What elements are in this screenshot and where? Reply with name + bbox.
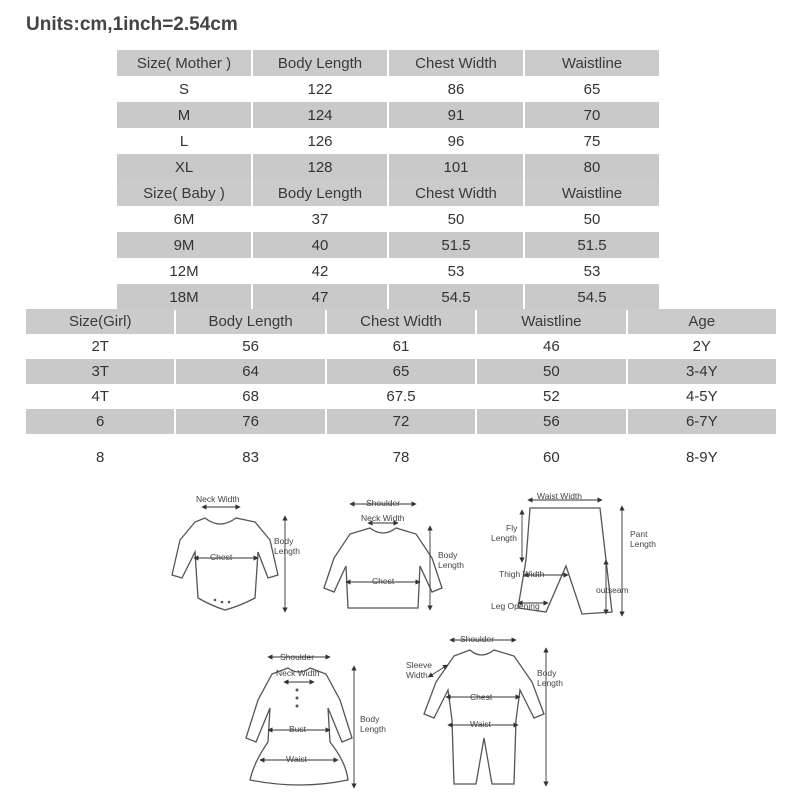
romper-chest-label: Chest: [210, 552, 233, 562]
table-cell: 75: [525, 128, 659, 154]
pants-outseam-label: outseam: [596, 585, 629, 595]
girl-header-age: Age: [628, 309, 776, 334]
table-cell: 67.5: [327, 384, 475, 409]
jumpsuit-shoulder-label: Shoulder: [460, 634, 495, 644]
table-cell: 53: [389, 258, 523, 284]
table-cell: 65: [327, 359, 475, 384]
table-cell: 42: [253, 258, 387, 284]
table-row: [117, 284, 659, 310]
table-cell: 2T: [26, 334, 174, 359]
pants-pant-length-label: Length: [630, 539, 656, 549]
girl-header-size: Size(Girl): [26, 309, 174, 334]
baby-header-waistline: Waistline: [525, 180, 659, 206]
table-cell: 8-9Y: [628, 434, 776, 480]
table-cell: 56: [477, 409, 625, 434]
table-cell: 68: [176, 384, 324, 409]
table-cell: 6-7Y: [628, 409, 776, 434]
table-cell: 12M: [117, 258, 251, 284]
table-cell: 54.5: [525, 284, 659, 310]
jumpsuit-length-label: Length: [537, 678, 563, 688]
mother-header-waistline: Waistline: [525, 50, 659, 76]
girl-header-body-length: Body Length: [176, 309, 324, 334]
tshirt-diagram: [324, 498, 464, 608]
mother-baby-size-table: [115, 50, 661, 310]
jumpsuit-sleeve-label: Sleeve: [406, 660, 432, 670]
table-cell: 76: [176, 409, 324, 434]
table-cell: 50: [389, 206, 523, 232]
table-row: [117, 232, 659, 258]
romper-length-label: Length: [274, 546, 300, 556]
table-cell: 64: [176, 359, 324, 384]
girl-header-waistline: Waistline: [477, 309, 625, 334]
table-row: [26, 434, 776, 480]
mother-header-body-length: Body Length: [253, 50, 387, 76]
table-cell: 54.5: [389, 284, 523, 310]
table-cell: 91: [389, 102, 523, 128]
table-cell: 80: [525, 154, 659, 180]
girl-header-chest-width: Chest Width: [327, 309, 475, 334]
pants-pant-label: Pant: [630, 529, 648, 539]
pants-diagram: [491, 491, 656, 614]
mother-header-row: [117, 50, 659, 76]
table-cell: 53: [525, 258, 659, 284]
table-cell: 51.5: [525, 232, 659, 258]
table-cell: 46: [477, 334, 625, 359]
table-cell: 56: [176, 334, 324, 359]
table-cell: 70: [525, 102, 659, 128]
table-cell: 2Y: [628, 334, 776, 359]
girl-size-table: [24, 309, 778, 480]
table-cell: 9M: [117, 232, 251, 258]
girl-header-row: [26, 309, 776, 334]
jumpsuit-width-label: Width: [406, 670, 428, 680]
table-cell: S: [117, 76, 251, 102]
tshirt-body-label: Body: [438, 550, 458, 560]
baby-header-body-length: Body Length: [253, 180, 387, 206]
baby-header-row: [117, 180, 659, 206]
jumpsuit-chest-label: Chest: [470, 692, 493, 702]
table-cell: 61: [327, 334, 475, 359]
dress-neck-width-label: Neck Width: [276, 668, 320, 678]
table-cell: 47: [253, 284, 387, 310]
table-cell: 50: [477, 359, 625, 384]
units-note: Units:cm,1inch=2.54cm: [26, 14, 238, 35]
table-cell: 4T: [26, 384, 174, 409]
dress-shoulder-label: Shoulder: [280, 652, 315, 662]
pants-thigh-width-label: Thigh Width: [499, 569, 545, 579]
pants-fly-length-label: Length: [491, 533, 517, 543]
table-cell: 60: [477, 434, 625, 480]
table-cell: 86: [389, 76, 523, 102]
table-cell: 4-5Y: [628, 384, 776, 409]
dress-diagram: [246, 652, 386, 786]
romper-diagram: [172, 494, 300, 610]
table-cell: 96: [389, 128, 523, 154]
table-cell: 8: [26, 434, 174, 480]
table-row: [26, 409, 776, 434]
baby-header-size: Size( Baby ): [117, 180, 251, 206]
table-cell: 52: [477, 384, 625, 409]
table-row: [117, 154, 659, 180]
table-row: [117, 206, 659, 232]
table-row: [117, 76, 659, 102]
table-cell: 50: [525, 206, 659, 232]
table-cell: 122: [253, 76, 387, 102]
jumpsuit-body-label: Body: [537, 668, 557, 678]
table-row: [26, 359, 776, 384]
dress-length-label: Length: [360, 724, 386, 734]
jumpsuit-waist-label: Waist: [470, 719, 491, 729]
dress-waist-label: Waist: [286, 754, 307, 764]
table-row: [117, 258, 659, 284]
baby-header-chest-width: Chest Width: [389, 180, 523, 206]
table-row: [117, 102, 659, 128]
table-cell: 83: [176, 434, 324, 480]
table-cell: 78: [327, 434, 475, 480]
table-cell: 6: [26, 409, 174, 434]
romper-neck-width-label: Neck Width: [196, 494, 240, 504]
mother-header-chest-width: Chest Width: [389, 50, 523, 76]
table-cell: 101: [389, 154, 523, 180]
tshirt-shoulder-label: Shoulder: [366, 498, 401, 508]
table-cell: 128: [253, 154, 387, 180]
tshirt-length-label: Length: [438, 560, 464, 570]
table-cell: 72: [327, 409, 475, 434]
tshirt-neck-width-label: Neck Width: [361, 513, 405, 523]
table-row: [26, 384, 776, 409]
mother-header-size: Size( Mother ): [117, 50, 251, 76]
tshirt-chest-label: Chest: [372, 576, 395, 586]
table-cell: 124: [253, 102, 387, 128]
table-cell: 51.5: [389, 232, 523, 258]
dress-body-label: Body: [360, 714, 380, 724]
table-cell: 3T: [26, 359, 174, 384]
pants-leg-opening-label: Leg Opening: [491, 601, 540, 611]
romper-body-label: Body: [274, 536, 294, 546]
pants-fly-label: Fly: [506, 523, 518, 533]
dress-bust-label: Bust: [289, 724, 307, 734]
table-cell: 3-4Y: [628, 359, 776, 384]
table-cell: 6M: [117, 206, 251, 232]
table-cell: 37: [253, 206, 387, 232]
jumpsuit-diagram: [406, 634, 563, 784]
table-cell: 40: [253, 232, 387, 258]
table-cell: 18M: [117, 284, 251, 310]
pants-waist-width-label: Waist Width: [537, 491, 583, 501]
table-row: [117, 128, 659, 154]
table-cell: 126: [253, 128, 387, 154]
table-cell: XL: [117, 154, 251, 180]
table-cell: L: [117, 128, 251, 154]
table-cell: M: [117, 102, 251, 128]
table-row: [26, 334, 776, 359]
table-cell: 65: [525, 76, 659, 102]
